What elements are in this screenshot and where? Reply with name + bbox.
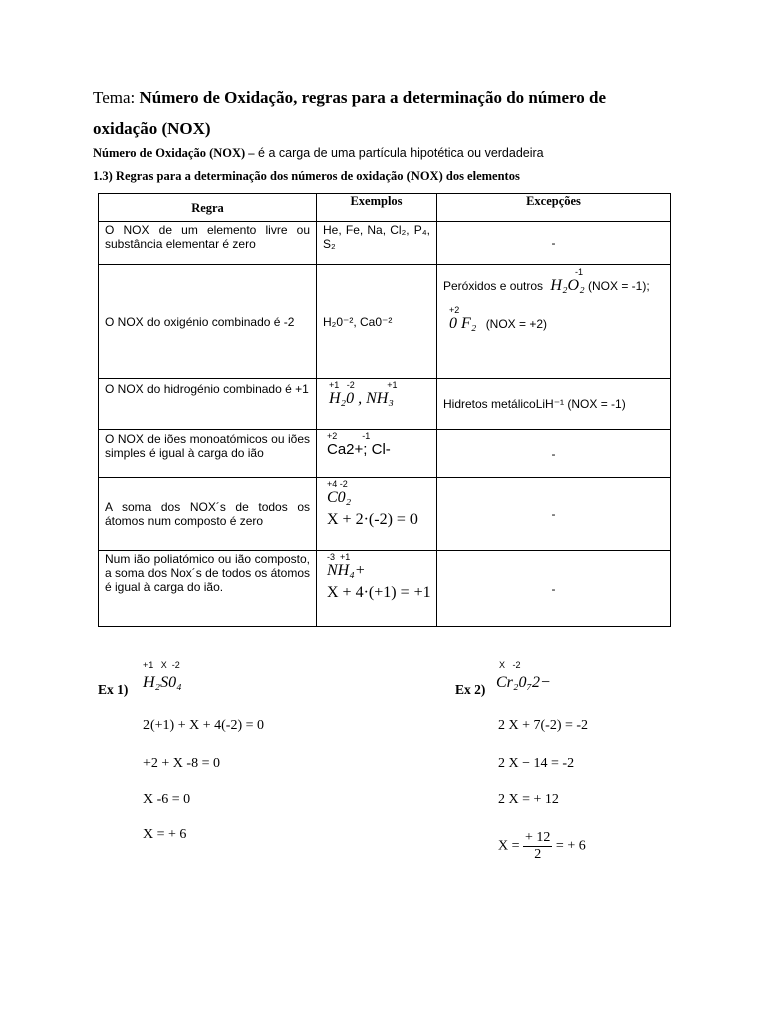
example-formula: Ca2+; Cl- [327, 441, 391, 458]
definition-text: é a carga de uma partícula hipotética ou verdadeira [254, 146, 544, 160]
peroxide-line [443, 277, 664, 295]
page-title [93, 88, 606, 108]
exception-cell: - [437, 430, 671, 478]
example-cell [317, 430, 437, 478]
exception-cell [437, 265, 671, 379]
ex2-final-rhs: = + 6 [555, 838, 586, 854]
of2-ox-label: +2 [449, 305, 460, 315]
ex1-formula: H₂S0₄ [143, 674, 182, 691]
exception-cell: - [437, 551, 671, 627]
peroxide-text: Peróxidos e outros [443, 279, 544, 293]
title-prefix: Tema: [93, 88, 136, 107]
ex1-label: Ex 1) [98, 682, 129, 697]
ex2-final-lhs: X = [498, 838, 520, 854]
ex1-step: +2 + X -8 = 0 [143, 756, 220, 771]
ex2-fraction-numerator: + 12 [525, 830, 551, 845]
ex2-step: 2 X + 7(-2) = -2 [498, 718, 589, 733]
table-row [99, 379, 671, 430]
example-cell [317, 551, 437, 627]
title-bold-line2: oxidação (NOX) [93, 119, 211, 138]
exception-cell: Hidretos metálicoLiH⁻¹ (NOX = -1) [437, 379, 671, 430]
peroxide-nox: (NOX = -1); [587, 279, 650, 293]
example-formula: C0₂ [327, 489, 352, 506]
example-ox-labels: +1 -2 +1 [329, 380, 398, 390]
table-row [99, 551, 671, 627]
table-header-row [99, 194, 671, 222]
header-excepcoes: Excepções [437, 194, 671, 222]
rule-cell: O NOX de um elemento livre ou substância elementar é zero [99, 222, 317, 265]
rules-table [98, 193, 671, 627]
ex2-fraction [523, 830, 552, 863]
ex2-step: 2 X = + 12 [498, 792, 559, 807]
table-row [99, 430, 671, 478]
table-row [99, 478, 671, 551]
ex2-fraction-denominator: 2 [534, 847, 542, 862]
rule-cell: O NOX do hidrogénio combinado é +1 [99, 379, 317, 430]
example-cell: H₂0⁻², Ca0⁻² [317, 265, 437, 379]
example-cell [317, 379, 437, 430]
of2-nox: (NOX = +2) [485, 317, 548, 331]
example-formula: H₂0 , NH₃ [329, 390, 394, 407]
rule-cell: O NOX do oxigénio combinado é -2 [99, 265, 317, 379]
ex1-step: 2(+1) + X + 4(-2) = 0 [143, 718, 265, 733]
ex1-step: X = + 6 [143, 827, 187, 842]
ex1-ox-labels: +1 X -2 [143, 660, 180, 670]
title-bold-line1: Número de Oxidação, regras para a determinação do número de [139, 88, 606, 107]
ex2-formula: Cr₂0₇2− [496, 674, 551, 691]
ex2-final-equation [498, 830, 586, 863]
example-formula: NH₄+ [327, 562, 366, 579]
header-exemplos: Exemplos [317, 194, 437, 222]
example-cell [317, 478, 437, 551]
of2-formula: 0 F₂ [449, 315, 477, 332]
example-ox-labels: +2 -1 [327, 431, 371, 441]
example-equation: X + 4·(+1) = +1 [327, 584, 431, 601]
example-ox-labels: +4 -2 [327, 479, 348, 489]
page-title-line2 [93, 119, 211, 139]
example-ox-labels: -3 +1 [327, 552, 351, 562]
definition-line [93, 146, 544, 161]
example-equation: X + 2·(-2) = 0 [327, 511, 418, 528]
of2-line [443, 315, 664, 333]
peroxide-ox-label: -1 [575, 267, 584, 277]
table-row [99, 265, 671, 379]
section-heading: 1.3) Regras para a determinação dos números de oxidação (NOX) dos elementos [93, 169, 520, 183]
exception-cell: - [437, 222, 671, 265]
header-regra: Regra [99, 194, 317, 222]
rule-cell: O NOX de iões monoatómicos ou iões simples é igual à carga do ião [99, 430, 317, 478]
rule-cell: A soma dos NOX´s de todos os átomos num composto é zero [99, 478, 317, 551]
ex1-step: X -6 = 0 [143, 792, 191, 807]
ex2-step: 2 X − 14 = -2 [498, 756, 575, 771]
example-cell: He, Fe, Na, Cl₂, P₄, S₂ [317, 222, 437, 265]
rule-cell: Num ião poliatómico ou ião composto, a soma dos Nox´s de todos os átomos é igual à carga do ião. [99, 551, 317, 627]
ex2-label: Ex 2) [455, 682, 486, 697]
definition-term: Número de Oxidação (NOX) – [93, 146, 255, 160]
table-row [99, 222, 671, 265]
peroxide-formula: H₂O₂ [550, 277, 585, 294]
ex2-ox-labels: X -2 [499, 660, 521, 670]
exception-cell: - [437, 478, 671, 551]
